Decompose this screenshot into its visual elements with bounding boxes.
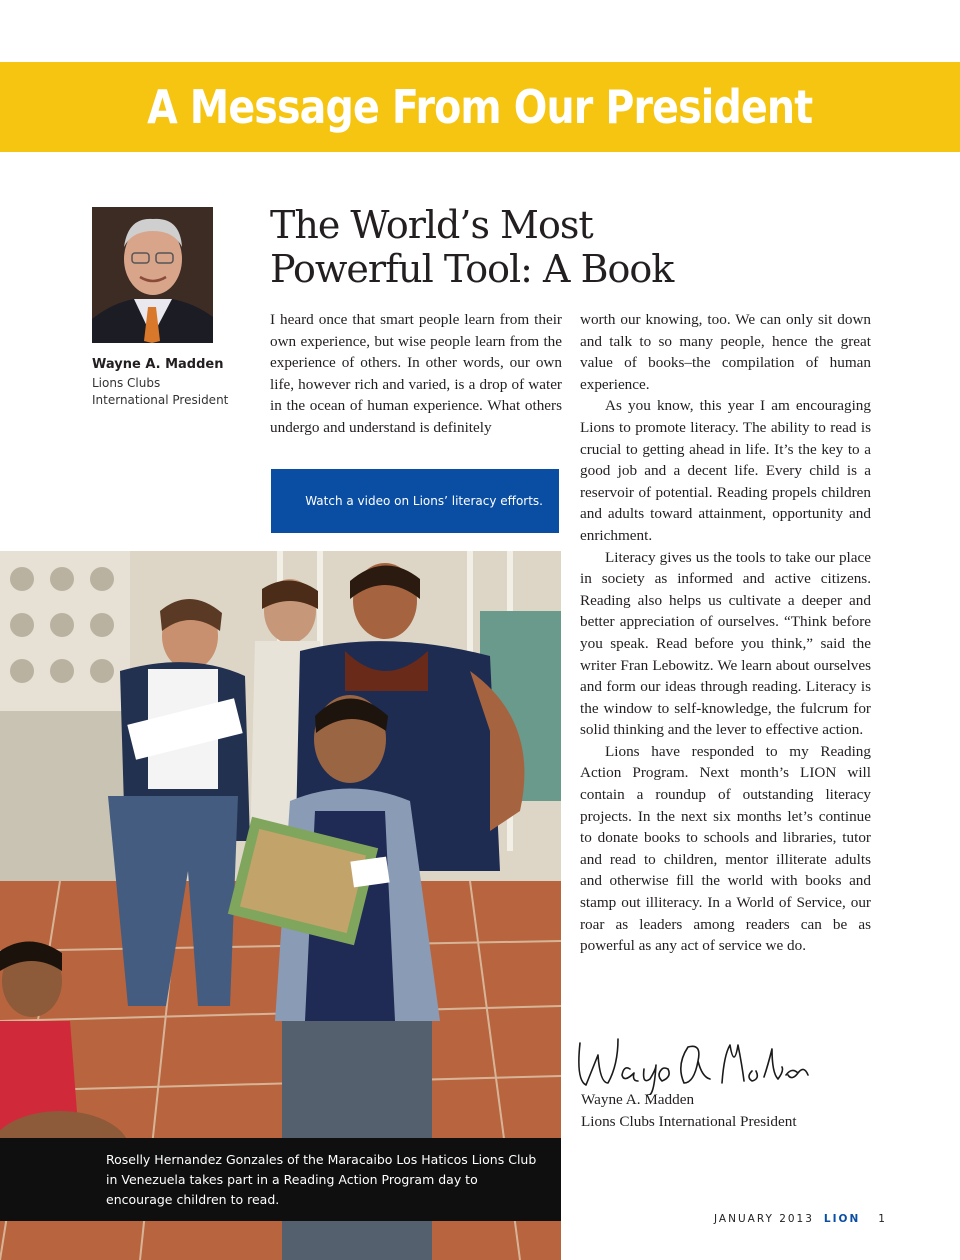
signature-image xyxy=(572,1025,812,1095)
president-role-line1: Lions Clubs xyxy=(92,376,161,390)
paragraph: Literacy gives us the tools to take our place in society as informed and active citizens. Reading also helps us cultivate a deeper and better appreciation of ourselves. “Think before you speak. Read before you think,” said the writer Fran Lebowitz. We learn about ourselves and form our ideas through reading. Literacy is the window to self-knowledge, the fulcrum for solid thinking and the lever to effective action. xyxy=(580,548,871,739)
president-role xyxy=(92,375,242,409)
paragraph: As you know, this year I am encouraging Lions to promote literacy. The ability to read is crucial to getting ahead in life. It’s the key to a good job and a decent life. Every child is a reservoir of potential. Reading propels children and adults toward attainment, opportunity and enrichment. xyxy=(580,397,871,544)
article-headline xyxy=(270,203,730,291)
headline-line2: Powerful Tool: A Book xyxy=(270,247,674,291)
paragraph: worth our knowing, too. We can only sit down and talk to so many people, hence the great value of books–the compilation of human experience. xyxy=(580,311,871,393)
president-name: Wayne A. Madden xyxy=(92,357,224,372)
president-role-line2: International President xyxy=(92,393,229,407)
president-portrait xyxy=(92,207,213,343)
title-banner xyxy=(0,62,960,152)
signoff-title: Lions Clubs International President xyxy=(581,1113,797,1130)
footer-magazine: LION xyxy=(823,1213,861,1225)
watch-video-link[interactable] xyxy=(271,469,559,533)
footer-date: JANUARY 2013 xyxy=(714,1213,814,1225)
page-title: A Message From Our President xyxy=(147,80,813,134)
signoff-name: Wayne A. Madden xyxy=(581,1091,695,1108)
article-column-1 xyxy=(270,309,562,439)
paragraph: Lions have responded to my Reading Action Program. Next month’s LION will contain a roundup of outstanding literacy projects. In the next six months let’s continue to donate books to schools and libraries, tutor and read to children, mentor illiterate adults and otherwise fill the world with books and stamp out illiteracy. In a World of Service, our roar as leaders among readers can be as powerful as any act of service we do. xyxy=(580,742,871,955)
paragraph: I heard once that smart people learn from their own experience, but wise people learn from the experience of others. In other words, our own life, however rich and varied, is a drop of water in the ocean of human experience. What others undergo and understand is definitely xyxy=(270,311,562,436)
article-column-2 xyxy=(580,309,871,957)
photo-caption: Roselly Hernandez Gonzales of the Maracaibo Los Haticos Lions Club in Venezuela takes part in a Reading Action Program day to encourage children to read. xyxy=(0,1138,561,1221)
watch-video-label: Watch a video on Lions’ literacy efforts. xyxy=(305,494,543,508)
page-footer xyxy=(714,1213,885,1225)
headline-line1: The World’s Most xyxy=(270,203,593,247)
page-number: 1 xyxy=(878,1213,885,1225)
